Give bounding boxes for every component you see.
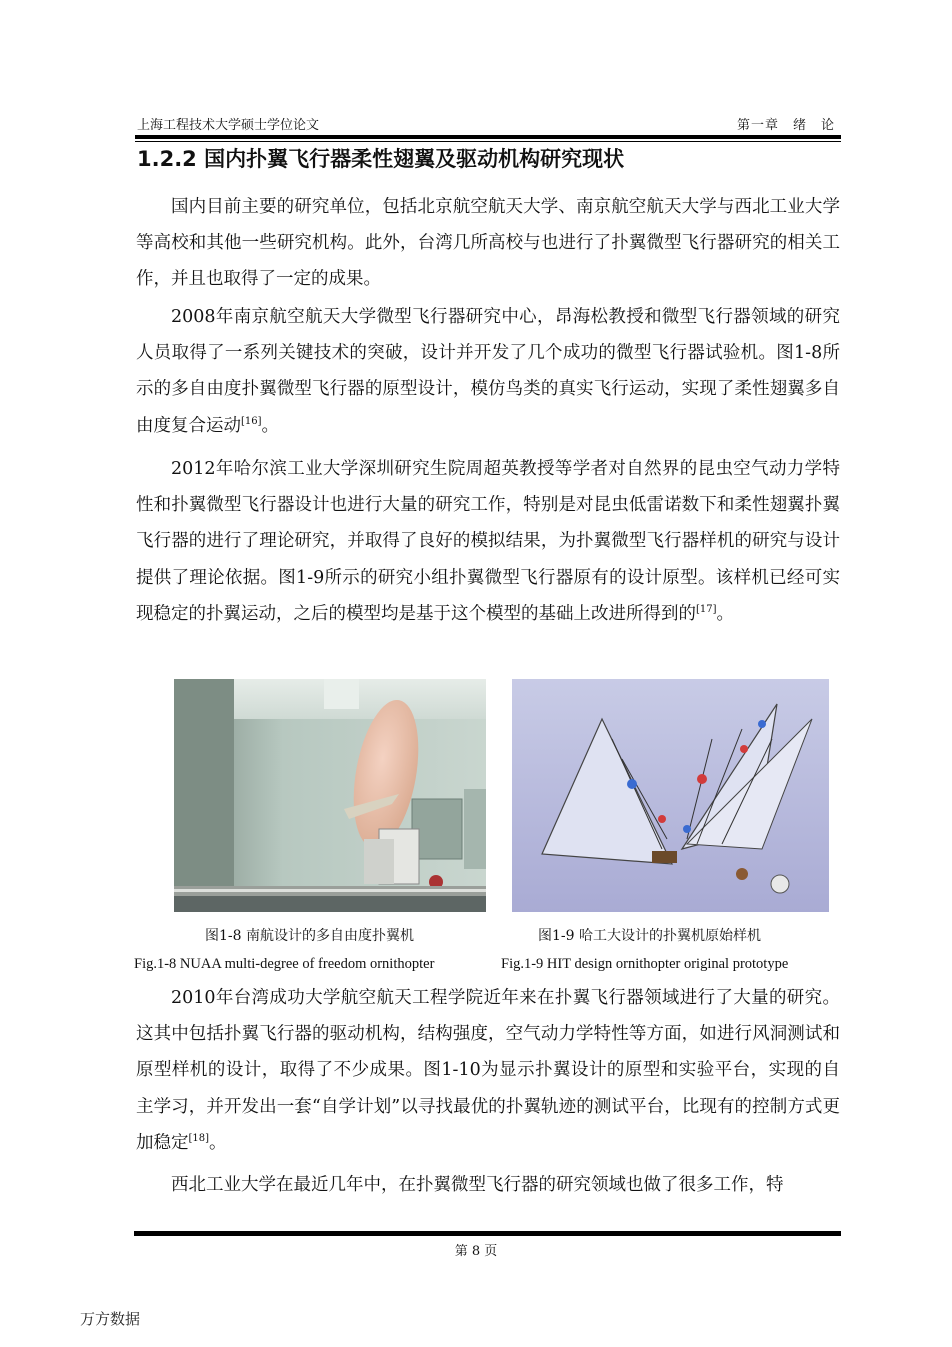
header-thesis-title: 上海工程技术大学硕士学位论文: [137, 118, 320, 133]
header-rule-thin: [135, 141, 841, 142]
figure-1-9-photo: [512, 679, 829, 912]
running-header: [135, 114, 841, 134]
citation: [17]: [696, 603, 717, 615]
figure-1-8-caption-cn: 图1-8 南航设计的多自由度扑翼机: [205, 928, 414, 944]
watermark: 万方数据: [80, 1310, 141, 1328]
paragraph-1: 国内目前主要的研究单位，包括北京航空航天大学、南京航空航天大学与西北工业大学等高校和其他一些研究机构。此外，台湾几所高校与也进行了扑翼微型飞行器研究的相关工作，并且也取得了一定的成果。: [136, 197, 840, 290]
paragraph-3: 2012年哈尔滨工业大学深圳研究生院周超英教授等学者对自然界的昆虫空气动力学特性和扑翼微型飞行器设计也进行大量的研究工作，特别是对昆虫低雷诺数下和柔性翅翼扑翼飞行器的进行了理论研究，并取得了良好的模拟结果，为扑翼微型飞行器样机的研究与设计提供了理论依据。图1-9所示的研究小组扑翼微型飞行器原有的设计原型。该样机已经可实现稳定的扑翼运动，之后的模型均是基于这个模型的基础上改进所得到的[17]。: [136, 459, 840, 624]
paragraph-4: 2010年台湾成功大学航空航天工程学院近年来在扑翼飞行器领域进行了大量的研究。这其中包括扑翼飞行器的驱动机构，结构强度，空气动力学特性等方面，如进行风洞测试和原型样机的设计，取得了不少成果。图1-10为显示扑翼设计的原型和实验平台，实现的自主学习，并开发出一套“自学计划”以寻找最优的扑翼轨迹的测试平台，比现有的控制方式更加稳定[18]。: [136, 988, 840, 1153]
figure-1-9-caption-en: Fig.1-9 HIT design ornithopter original prototype: [501, 956, 789, 972]
header-chapter: 第一章 绪 论: [736, 118, 835, 133]
citation: [18]: [188, 1132, 210, 1144]
paragraph-2: 2008年南京航空航天大学微型飞行器研究中心，昂海松教授和微型飞行器领域的研究人员取得了一系列关键技术的突破，设计并开发了几个成功的微型飞行器试验机。图1-8所示的多自由度扑翼微型飞行器的原型设计，模仿鸟类的真实飞行运动，实现了柔性翅翼多自由度复合运动[16]。: [136, 307, 840, 436]
footer-rule: [134, 1231, 841, 1236]
page-number: 第 8 页: [454, 1244, 498, 1259]
figure-1-8-caption-en: Fig.1-8 NUAA multi-degree of freedom ornithopter: [134, 956, 435, 972]
header-rule-thick: [135, 135, 841, 139]
figure-1-8-photo: [174, 679, 486, 912]
section-heading: 1.2.2 国内扑翼飞行器柔性翅翼及驱动机构研究现状: [137, 147, 625, 171]
citation: [16]: [241, 415, 262, 427]
paragraph-5: 西北工业大学在最近几年中，在扑翼微型飞行器的研究领域也做了很多工作，特: [171, 1175, 784, 1195]
figure-1-9-caption-cn: 图1-9 哈工大设计的扑翼机原始样机: [538, 928, 761, 944]
